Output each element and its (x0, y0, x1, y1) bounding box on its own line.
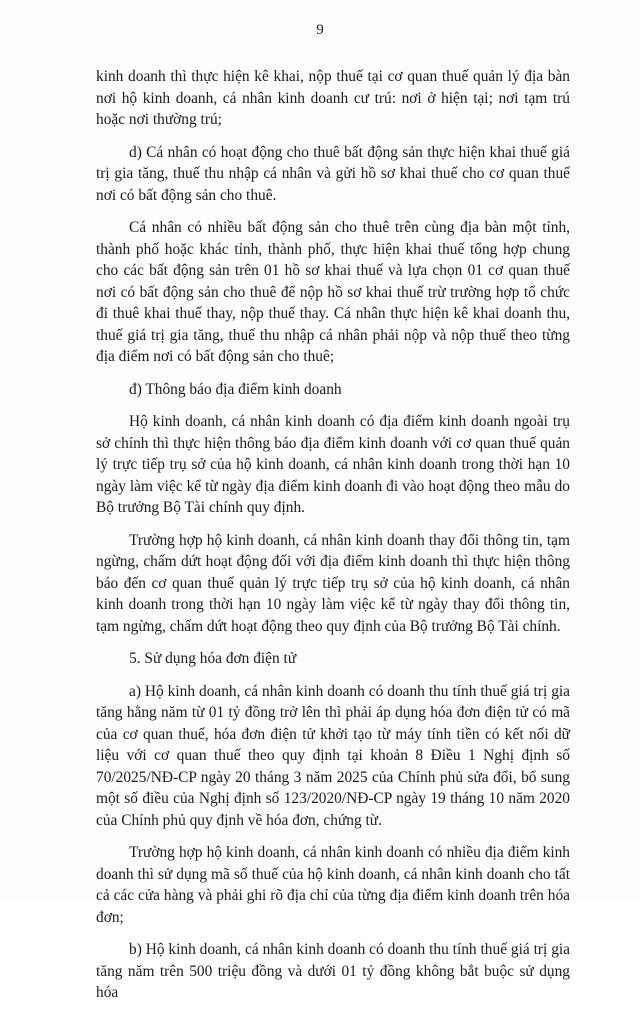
page-number: 9 (316, 22, 324, 38)
paragraph-d-rental: d) Cá nhân có hoạt động cho thuê bất động sản thực hiện khai thuế giá trị gia tăng, thuế thu nhập cá nhân và gửi hồ sơ khai thuế cho cơ quan thuế nơi có bất động sản cho thuê. (96, 143, 570, 204)
paragraph-e-invoice-a: a) Hộ kinh doanh, cá nhân kinh doanh có doanh thu tính thuế giá trị gia tăng hằng năm từ 01 tỷ đồng trở lên thì phải áp dụng hóa đơn điện tử có mã của cơ quan thuế, hóa đơn điện tử khởi tạo từ máy tính tiền có kết nối dữ liệu với cơ quan thuế theo quy định tại khoản 8 Điều 1 Nghị định số 70/2025/NĐ-CP ngày 20 tháng 3 năm 2025 của Chính phủ sửa đổi, bổ sung một số điều của Nghị định số 123/2020/NĐ-CP ngày 19 tháng 10 năm 2020 của Chính phủ quy định về hóa đơn, chứng từ. (96, 682, 570, 829)
document-body (96, 66, 570, 1015)
paragraph-e-invoice-multiple-locations: Trường hợp hộ kinh doanh, cá nhân kinh doanh có nhiều địa điểm kinh doanh thì sử dụng mã số thuế của hộ kinh doanh, cá nhân kinh doanh cho tất cả các cửa hàng và phải ghi rõ địa chỉ của từng địa điểm kinh doanh trên hóa đơn; (96, 844, 570, 926)
paragraph-continuation: kinh doanh thì thực hiện kê khai, nộp thuế tại cơ quan thuế quản lý địa bàn nơi hộ kinh doanh, cá nhân kinh doanh cư trú: nơi ở hiện tại; nơi tạm trú hoặc nơi thường trú; (96, 68, 570, 128)
paragraph-location-notice: Hộ kinh doanh, cá nhân kinh doanh có địa điểm kinh doanh ngoài trụ sở chính thì thực hiện thông báo địa điểm kinh doanh với cơ quan thuế quản lý trực tiếp trụ sở của hộ kinh doanh, cá nhân kinh doanh trong thời hạn 10 ngày làm việc kể từ ngày địa điểm kinh doanh đi vào hoạt động theo mẫu do Bộ trưởng Bộ Tài chính quy định. (96, 413, 570, 516)
paragraph-location-change: Trường hợp hộ kinh doanh, cá nhân kinh doanh thay đổi thông tin, tạm ngừng, chấm dứt hoạt động đối với địa điểm kinh doanh thì thực hiện thông báo đến cơ quan thuế quản lý trực tiếp trụ sở của hộ kinh doanh, cá nhân kinh doanh trong thời hạn 10 ngày làm việc kể từ ngày thay đổi thông tin, tạm ngừng, chấm dứt hoạt động theo quy định của Bộ trưởng Bộ Tài chính. (96, 531, 570, 635)
paragraph-e-invoice-b: b) Hộ kinh doanh, cá nhân kinh doanh có doanh thu tính thuế giá trị gia tăng năm trên 500 triệu đồng và dưới 01 tỷ đồng không bắt buộc sử dụng hóa (96, 941, 570, 1001)
paragraph-multiple-rentals: Cá nhân có nhiều bất động sản cho thuê trên cùng địa bàn một tỉnh, thành phố hoặc khác tỉnh, thành phố, thực hiện khai thuế tổng hợp chung cho các bất động sản trên 01 hồ sơ khai thuế và lựa chọn 01 cơ quan thuế nơi có bất động sản cho thuê để nộp hồ sơ khai thuế trừ trường hợp tổ chức đi thuê khai thuế thay, nộp thuế thay. Cá nhân thực hiện kê khai doanh thu, thuế giá trị gia tăng, thuế thu nhập cá nhân phải nộp và nộp thuế theo từng địa điểm nơi có bất động sản cho thuê; (96, 219, 570, 365)
section-heading-business-location: đ) Thông báo địa điểm kinh doanh (129, 380, 342, 398)
section-heading-e-invoice: 5. Sử dụng hóa đơn điện tử (129, 650, 297, 667)
